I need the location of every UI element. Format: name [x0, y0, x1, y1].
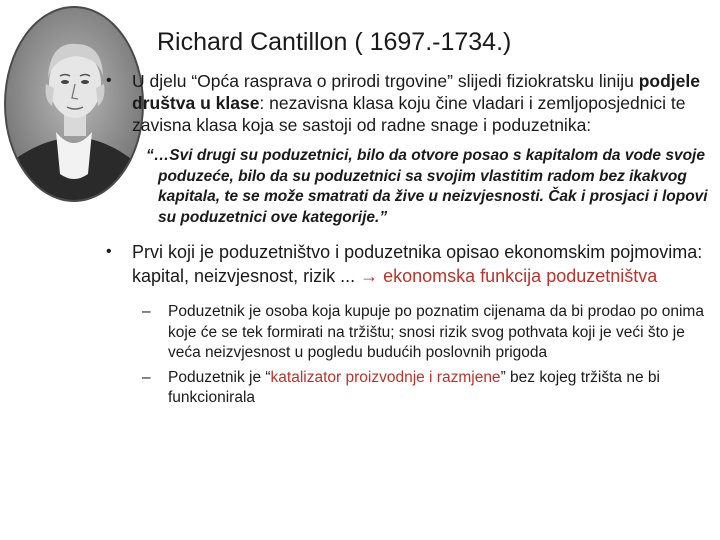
bullet-1 — [104, 70, 716, 136]
bullet-2-highlight: ekonomska funkcija poduzetništva — [383, 266, 658, 286]
sub-bullet-2 — [104, 368, 716, 409]
bullet-marker: • — [106, 243, 112, 260]
bullet-1-text-bold: podjele društva u klase — [132, 71, 700, 113]
slide-body — [104, 70, 716, 409]
sub-bullet-1-text: Poduzetnik je osoba koja kupuje po poznatim cijenama da bi prodao po onima koje će se tek formirati na tržištu; snosi rizik svog pothvata koji je veći što je veća neizvjesnost u pogledu budućih poslovnih prigoda — [168, 303, 704, 361]
sub-bullet-2-text-pre: Poduzetnik je “ — [168, 368, 271, 386]
cantillon-quote: “…Svi drugi su poduzetnici, bilo da otvore posao s kapitalom da vode svoje poduzeće, bilo da su poduzetnici sa svojim vlastitim radom bez ikakvog kapitala, te se može smatrati da žive u neizvjesnosti. Čak i prosjaci i lopovi su poduzetnici ove kategorije.” — [146, 147, 708, 226]
bullet-1-text-pre: U djelu “Opća rasprava o prirodi trgovine” slijedi fiziokratsku liniju — [132, 71, 639, 91]
bullet-2 — [104, 240, 716, 288]
bullet-1-text-post: : nezavisna klasa koju čine vladari i zemljoposjednici te zavisna klasa koja se sastoji od radne snage i poduzetnika: — [132, 93, 686, 135]
bullet-marker: • — [106, 72, 112, 89]
sub-bullet-2-highlight: katalizator proizvodnje i razmjene — [270, 368, 501, 386]
arrow-icon: → — [360, 266, 379, 286]
slide-title: Richard Cantillon ( 1697.-1734.) — [157, 28, 512, 56]
dash-marker: – — [142, 368, 151, 386]
sub-bullet-1 — [104, 302, 716, 364]
sub-bullet-2-text-post: ” bez kojeg tržišta ne bi funkcionirala — [168, 368, 660, 406]
bullet-2-text-pre: Prvi koji je poduzetništvo i poduzetnika opisao ekonomskim pojmovima: kapital, neizvjesnost, rizik ... — [132, 242, 703, 286]
dash-marker: – — [142, 303, 151, 320]
